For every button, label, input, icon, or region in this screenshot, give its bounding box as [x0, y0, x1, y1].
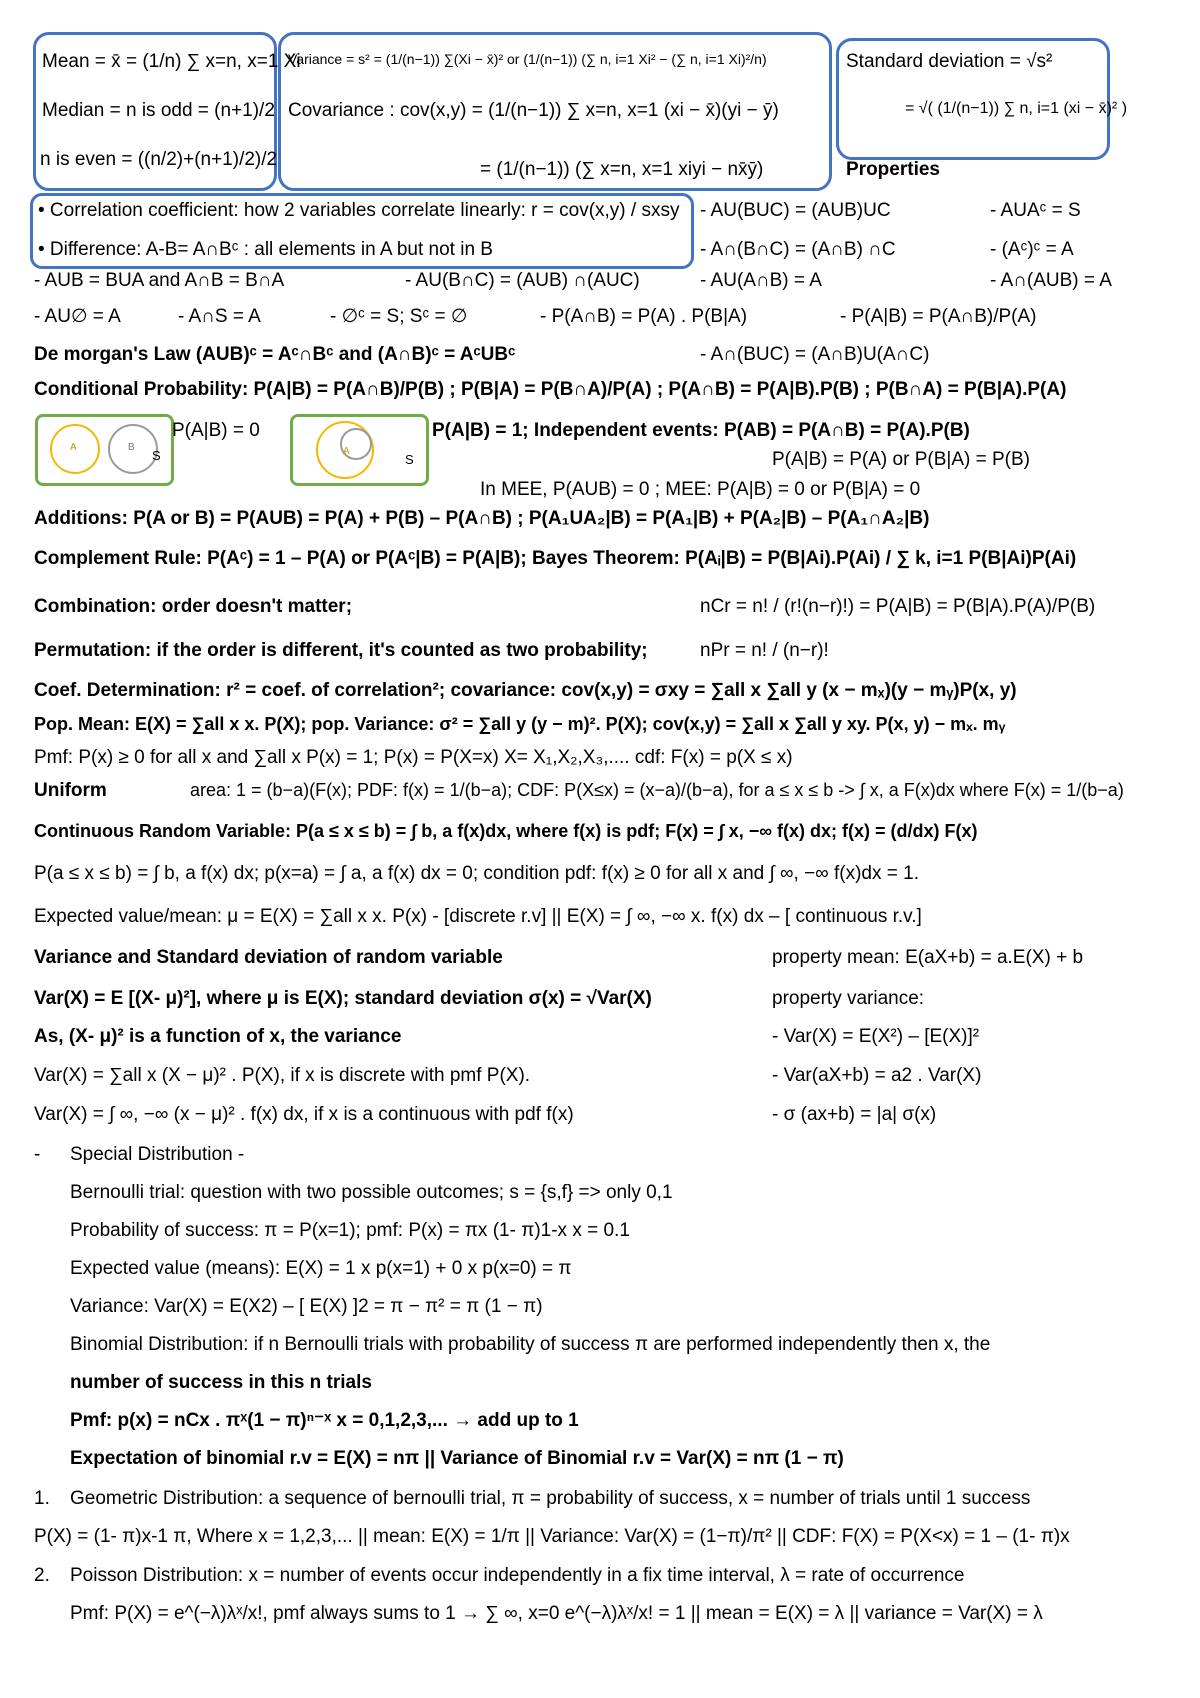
list-number-1: 1. [34, 1488, 50, 1509]
continuous-random-variable: Continuous Random Variable: P(a ≤ x ≤ b) = ∫ b, a f(x)dx, where f(x) is pdf; F(x) = ∫ x, −∞ f(x) dx; f(x) = (d/dx) F(x) [34, 821, 978, 841]
independent-events: P(A|B) = 1; Independent events: P(AB) = P(A∩B) = P(A).P(B) [432, 420, 970, 441]
special-distribution-heading: Special Distribution - [70, 1144, 245, 1165]
property-variance-2: - Var(aX+b) = a2 . Var(X) [772, 1065, 982, 1086]
pop-mean-variance: Pop. Mean: E(X) = ∑all x x. P(X); pop. Variance: σ² = ∑all y (y − m)². P(X); cov(x,y) = ∑all x ∑all y xy. P(x, y) − mₓ. mᵧ [34, 714, 1006, 734]
prop-intersection-sample: - A∩S = A [178, 306, 261, 327]
prop-associative-intersection: - A∩(B∩C) = (A∩B) ∩C [700, 239, 896, 260]
binomial-definition: Binomial Distribution: if n Bernoulli trials with probability of success π are performed independently then x, the [70, 1334, 991, 1355]
properties-heading: Properties [846, 159, 940, 180]
special-distribution-bullet: - [34, 1144, 41, 1165]
venn-disjoint-caption: P(A|B) = 0 [172, 420, 260, 441]
independent-events-alt: P(A|B) = P(A) or P(B|A) = P(B) [772, 449, 1030, 470]
combination-definition: Combination: order doesn't matter; [34, 596, 353, 617]
de-morgans-law: De morgan's Law (AUB)ᶜ = Aᶜ∩Bᶜ and (A∩B)ᶜ = AᶜUBᶜ [34, 344, 516, 365]
correlation-coefficient: • Correlation coefficient: how 2 variables correlate linearly: r = cov(x,y) / sxsy [38, 200, 680, 221]
uniform-formulas: area: 1 = (b−a)(F(x); PDF: f(x) = 1/(b−a); CDF: P(X≤x) = (x−a)/(b−a), for a ≤ x ≤ b -> ∫ x, a F(x)dx where F(x) = 1/(b−a) [190, 780, 1124, 800]
median-even-formula: n is even = ((n/2)+(n+1)/2)/2 [40, 149, 278, 170]
expected-value: Expected value/mean: μ = E(X) = ∑all x x. P(x) - [discrete r.v] || E(X) = ∫ ∞, −∞ x. f(x) dx – [ continuous r.v.] [34, 906, 922, 927]
prop-commutative: - AUB = BUA and A∩B = B∩A [34, 270, 285, 291]
poisson-distribution: Poisson Distribution: x = number of events occur independently in a fix time interval, λ = rate of occurrence [70, 1565, 965, 1586]
binomial-number-of-success: number of success in this n trials [70, 1372, 372, 1393]
bernoulli-expected-value: Expected value (means): E(X) = 1 x p(x=1) + 0 x p(x=0) = π [70, 1258, 572, 1279]
bernoulli-trial: Bernoulli trial: question with two possible outcomes; s = {s,f} => only 0,1 [70, 1182, 673, 1203]
variance-formula: Variance = s² = (1/(n−1)) ∑(Xi − x̄)² or (1/(n−1)) (∑ n, i=1 Xi² − (∑ n, i=1 Xi)²/n) [288, 51, 767, 67]
bernoulli-variance: Variance: Var(X) = E(X2) – [ E(X) ]2 = π − π² = π (1 − π) [70, 1296, 543, 1317]
difference-definition: • Difference: A-B= A∩Bᶜ : all elements in A but not in B [38, 239, 493, 260]
prop-union-complement: - AUAᶜ = S [990, 200, 1081, 221]
prop-conditional: - P(A|B) = P(A∩B)/P(A) [840, 306, 1037, 327]
venn-label-a: A [70, 442, 77, 453]
permutation-formula: nPr = n! / (n−r)! [700, 640, 829, 661]
property-variance-heading: property variance: [772, 988, 925, 1009]
prop-complements: - ∅ᶜ = S; Sᶜ = ∅ [330, 306, 468, 327]
mean-formula: Mean = x̄ = (1/n) ∑ x=n, x=1 Xi [42, 51, 301, 72]
property-mean: property mean: E(aX+b) = a.E(X) + b [772, 947, 1084, 968]
prop-multiplication-rule: - P(A∩B) = P(A) . P(B|A) [540, 306, 748, 327]
uniform-heading: Uniform [34, 780, 107, 801]
coef-determination: Coef. Determination: r² = coef. of correlation²; covariance: cov(x,y) = σxy = ∑all x ∑all y (x − mₓ)(y − mᵧ)P(x, y) [34, 680, 1017, 701]
property-variance-1: - Var(X) = E(X²) – [E(X)]² [772, 1026, 980, 1047]
bernoulli-probability: Probability of success: π = P(x=1); pmf: P(x) = πx (1- π)1-x x = 0.1 [70, 1220, 630, 1241]
poisson-pmf: Pmf: P(X) = e^(−λ)λˣ/x!, pmf always sums to 1 → ∑ ∞, x=0 e^(−λ)λˣ/x! = 1 || mean = E(X) = λ || variance = Var(X) = λ [70, 1603, 1043, 1624]
venn-label-s-subset: S [405, 452, 414, 467]
binomial-pmf: Pmf: p(x) = nCx . πˣ(1 − π)ⁿ⁻ˣ x = 0,1,2,3,... → add up to 1 [70, 1410, 579, 1431]
geometric-distribution: Geometric Distribution: a sequence of bernoulli trial, π = probability of success, x = number of trials until 1 success [70, 1488, 1031, 1509]
covariance-formula-alt: = (1/(n−1)) (∑ x=n, x=1 xiyi − nx̄ȳ) [480, 159, 764, 180]
prop-double-complement: - (Aᶜ)ᶜ = A [990, 239, 1074, 260]
prop-absorption-intersection: - A∩(AUB) = A [990, 270, 1112, 291]
variance-definition: Var(X) = E [(X- μ)²], where μ is E(X); standard deviation σ(x) = √Var(X) [34, 988, 652, 1009]
variance-continuous: Var(X) = ∫ ∞, −∞ (x − μ)² . f(x) dx, if x is a continuous with pdf f(x) [34, 1104, 574, 1125]
covariance-formula: Covariance : cov(x,y) = (1/(n−1)) ∑ x=n, x=1 (xi − x̄)(yi − ȳ) [288, 100, 779, 121]
property-variance-3: - σ (ax+b) = |a| σ(x) [772, 1104, 937, 1125]
std-dev-formula-expanded: = √( (1/(n−1)) ∑ n, i=1 (xi − x̄)² ) [905, 100, 1128, 117]
prop-distributive-intersection: - A∩(BUC) = (A∩B)U(A∩C) [700, 344, 930, 365]
variance-sd-heading: Variance and Standard deviation of random variable [34, 947, 503, 968]
conditional-probability: Conditional Probability: P(A|B) = P(A∩B)/P(B) ; P(B|A) = P(B∩A)/P(A) ; P(A∩B) = P(A|B).P(B) ; P(B∩A) = P(B|A).P(A) [34, 379, 1067, 400]
permutation-definition: Permutation: if the order is different, it's counted as two probability; [34, 640, 648, 661]
variance-discrete: Var(X) = ∑all x (X − μ)² . P(X), if x is discrete with pmf P(X). [34, 1065, 531, 1086]
pmf-cdf: Pmf: P(x) ≥ 0 for all x and ∑all x P(x) = 1; P(x) = P(X=x) X= X₁,X₂,X₃,.... cdf: F(x) = p(X ≤ x) [34, 747, 793, 768]
variance-function-note: As, (X- μ)² is a function of x, the variance [34, 1026, 402, 1047]
geometric-formulas: P(X) = (1- π)x-1 π, Where x = 1,2,3,... || mean: E(X) = 1/π || Variance: Var(X) = (1−π)/π² || CDF: F(X) = P(X<x) = 1 – (1- π)x [34, 1526, 1070, 1547]
complement-rule-bayes: Complement Rule: P(Aᶜ) = 1 – P(A) or P(Aᶜ|B) = P(A|B); Bayes Theorem: P(Aᵢ|B) = P(B|Ai).P(Ai) / ∑ k, i=1 P(B|Ai)P(Ai) [34, 548, 1077, 569]
list-number-2: 2. [34, 1565, 50, 1586]
prop-distributive-union: - AU(B∩C) = (AUB) ∩(AUC) [405, 270, 640, 291]
combination-formula: nCr = n! / (r!(n−r)!) = P(A|B) = P(B|A).P(A)/P(B) [700, 596, 1096, 617]
std-dev-formula: Standard deviation = √s² [846, 51, 1053, 72]
binomial-expectation-variance: Expectation of binomial r.v = E(X) = nπ || Variance of Binomial r.v = Var(X) = nπ (1 − π) [70, 1448, 844, 1469]
prop-associative-union: - AU(BUC) = (AUB)UC [700, 200, 891, 221]
prop-union-empty: - AU∅ = A [34, 306, 121, 327]
continuous-pdf-condition: P(a ≤ x ≤ b) = ∫ b, a f(x) dx; p(x=a) = ∫ a, a f(x) dx = 0; condition pdf: f(x) ≥ 0 for all x and ∫ ∞, −∞ f(x)dx = 1. [34, 863, 919, 884]
venn-label-s: S [152, 448, 161, 463]
addition-rule: Additions: P(A or B) = P(AUB) = P(A) + P(B) – P(A∩B) ; P(A₁UA₂|B) = P(A₁|B) + P(A₂|B) – P(A₁∩A₂|B) [34, 508, 930, 529]
venn-label-b: B [128, 442, 135, 453]
venn-label-a-subset: A [343, 446, 350, 457]
mutually-exclusive-events: In MEE, P(AUB) = 0 ; MEE: P(A|B) = 0 or P(B|A) = 0 [480, 479, 921, 500]
prop-absorption-union: - AU(A∩B) = A [700, 270, 822, 291]
median-odd-formula: Median = n is odd = (n+1)/2 [42, 100, 275, 121]
